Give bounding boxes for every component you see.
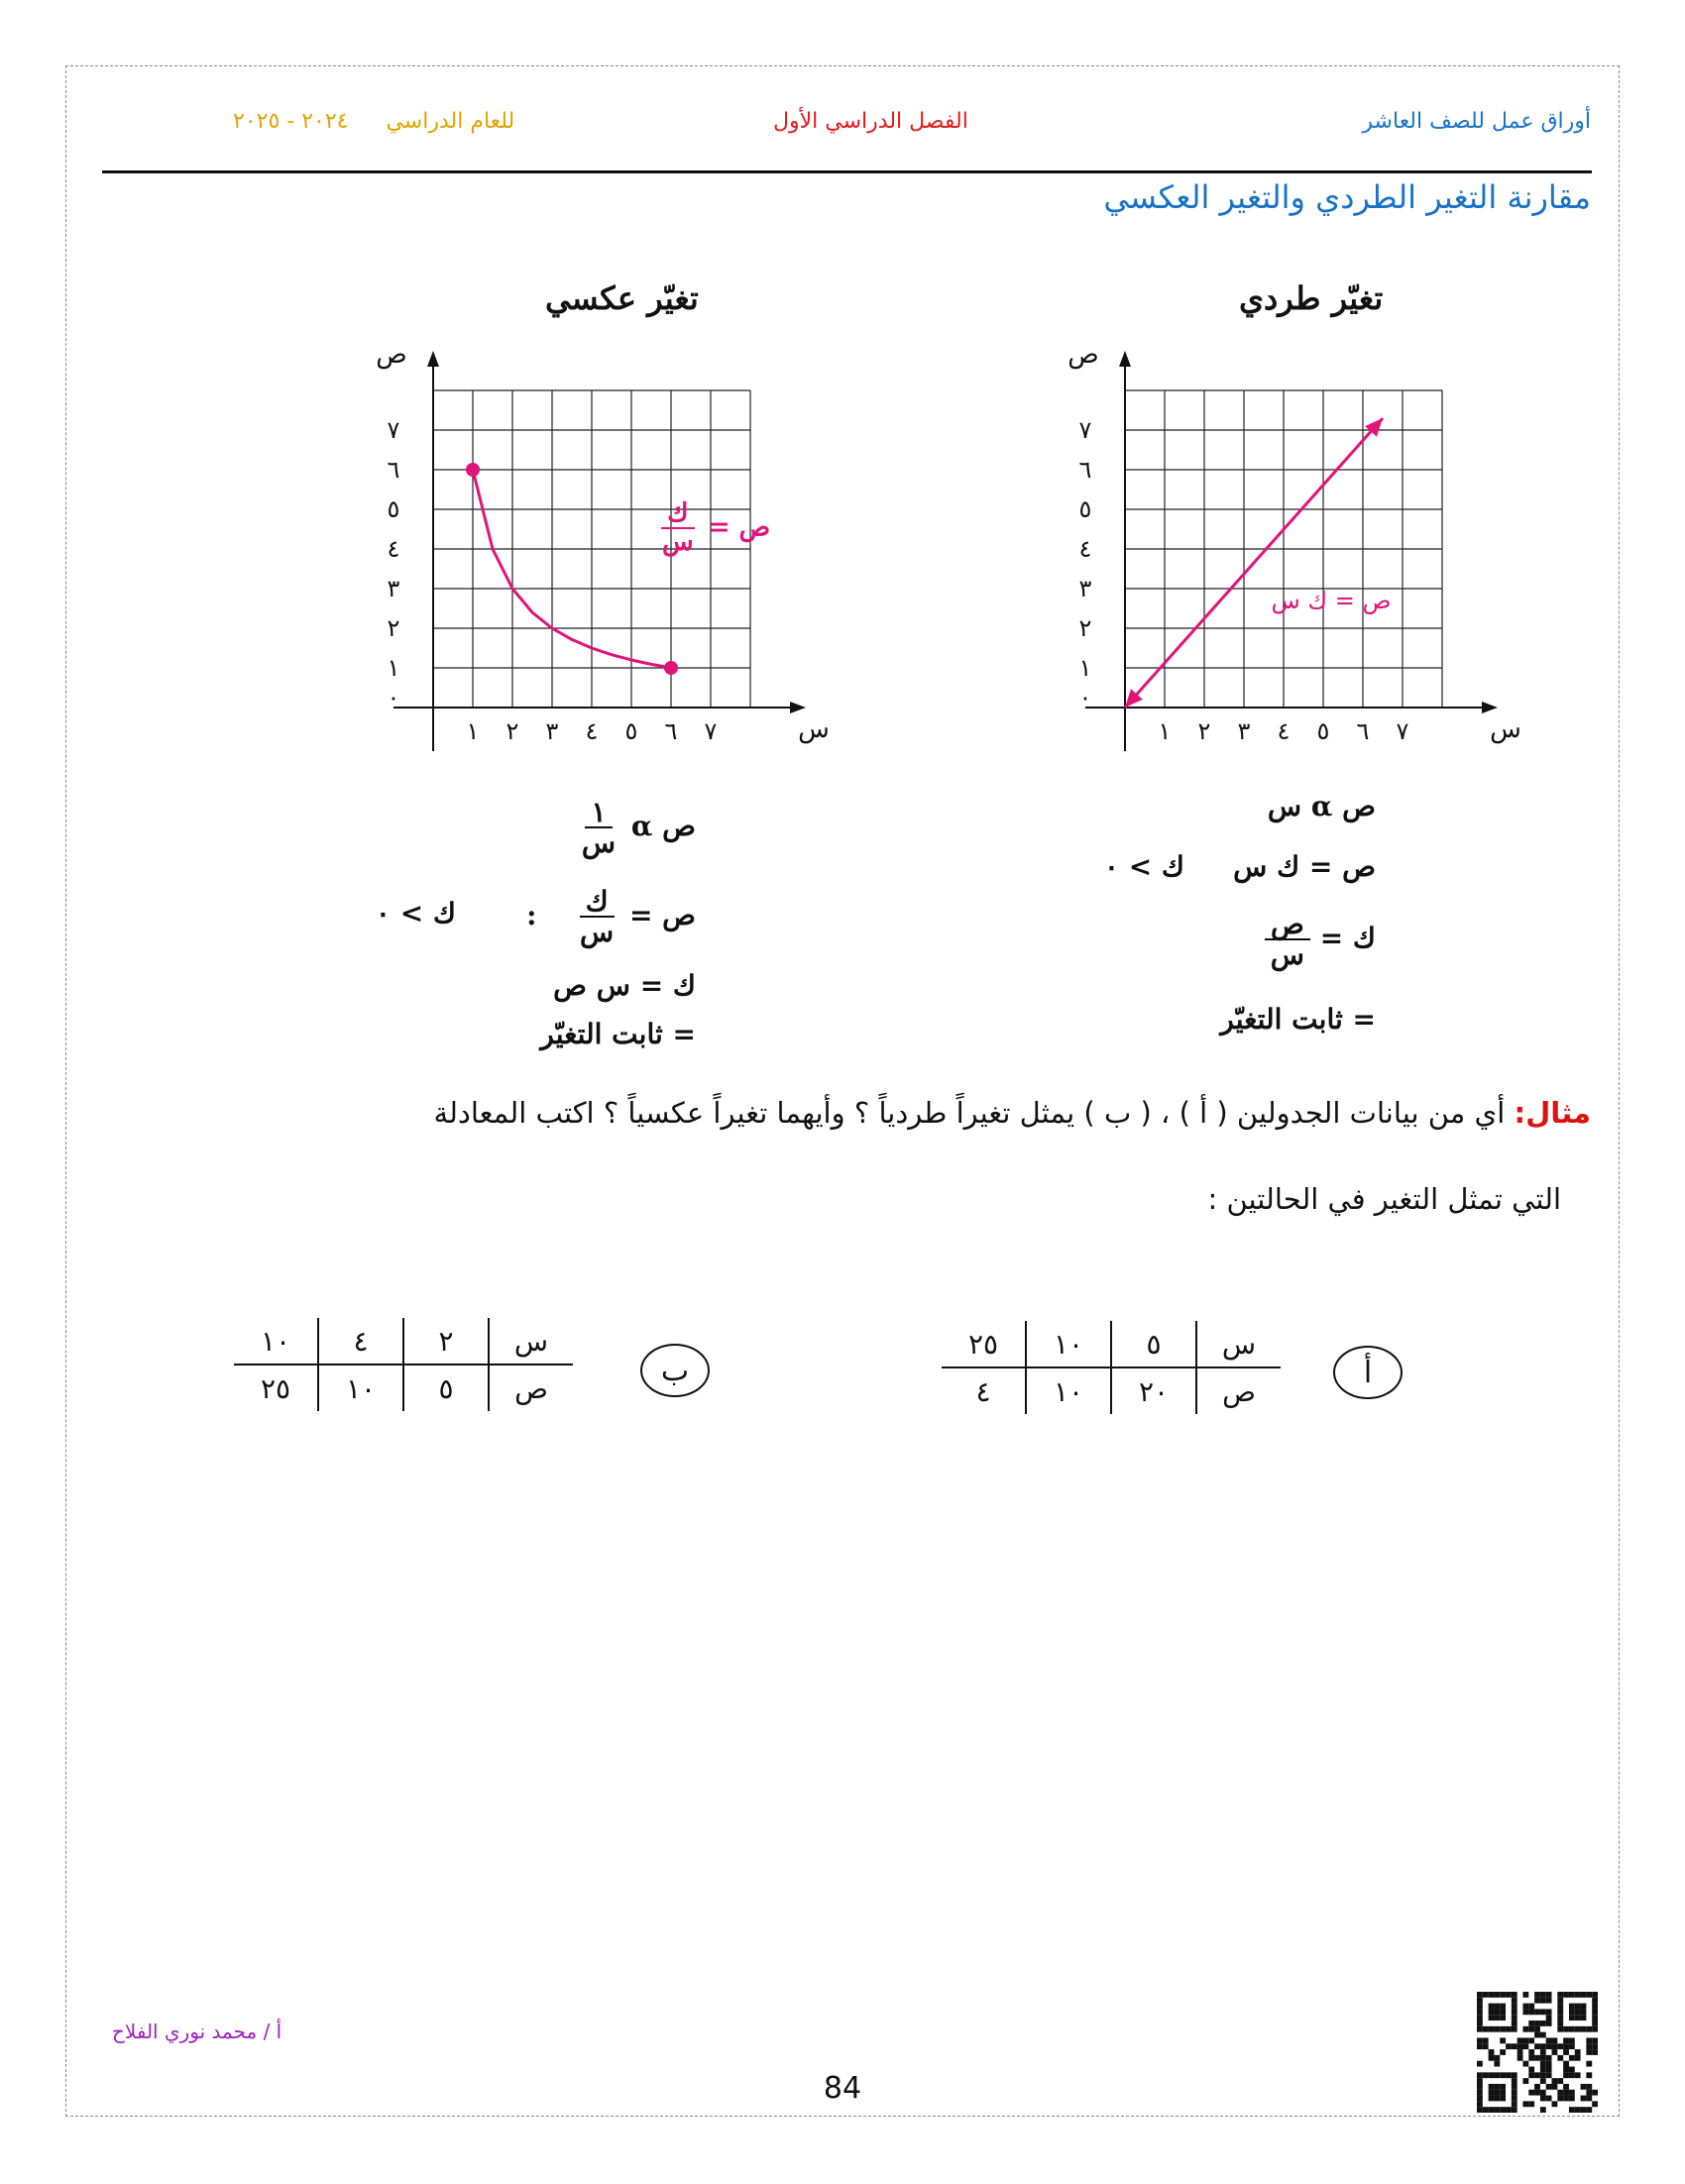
inverse-formula-1: [576, 798, 696, 858]
direct-formula-3: [1265, 910, 1376, 970]
table-a-row-y: [942, 1367, 1281, 1414]
table-b-cell: ٥: [403, 1365, 489, 1411]
direct-formula-3-frac: [1265, 910, 1310, 970]
direct-y-tick-label: ١: [1078, 654, 1092, 682]
inverse-formula-2-sep: :: [526, 898, 537, 931]
inverse-annotation-frac: [656, 500, 700, 557]
inverse-y-axis-label: ص: [376, 340, 407, 370]
table-b-cell: ٢٥: [234, 1365, 318, 1411]
direct-x-tick-label: ٤: [1277, 717, 1291, 745]
direct-zero-label: ٠: [1078, 684, 1092, 711]
table-b-cell: ١٠: [318, 1365, 403, 1411]
direct-formula-4: = ثابت التغيّر: [1220, 1003, 1376, 1036]
qr-code: [1475, 1992, 1600, 2113]
direct-y-tick-label: ٥: [1078, 495, 1092, 523]
table-b-cell: ٢: [403, 1318, 489, 1365]
inverse-x-tick-label: ٤: [585, 717, 599, 745]
header-year-value: ٢٠٢٤ - ٢٠٢٥: [233, 109, 349, 134]
direct-y-tick-label: ٧: [1078, 416, 1092, 444]
inverse-x-tick-label: ٧: [704, 717, 718, 745]
direct-series: [1125, 418, 1383, 708]
direct-x-arrow: [1482, 702, 1498, 713]
direct-axes: [1067, 340, 1521, 751]
inverse-zero-label: ٠: [387, 684, 400, 711]
table-b-row-x: [234, 1318, 573, 1365]
inverse-formula-2-num: ك: [580, 887, 615, 918]
table-b-cell: ٤: [318, 1318, 403, 1365]
direct-x-tick-label: ٣: [1237, 717, 1251, 745]
inverse-y-arrow: [427, 351, 439, 367]
inverse-annotation-num: ك: [661, 500, 694, 529]
direct-y-tick-label: ٢: [1078, 614, 1092, 642]
inverse-x-tick-label: ٣: [545, 717, 559, 745]
direct-y-tick-label: ٦: [1078, 456, 1092, 484]
direct-x-tick-label: ١: [1158, 717, 1172, 745]
example-label: مثال:: [1514, 1096, 1591, 1130]
inverse-y-tick-label: ٥: [387, 495, 400, 523]
direct-x-axis-label: س: [1490, 714, 1521, 744]
table-a-cell: ٢٥: [942, 1321, 1026, 1367]
direct-formula-3-den: س: [1270, 938, 1304, 972]
footer-author: أ / محمد نوري الفلاح: [112, 2020, 282, 2043]
direct-condition: ك > ٠: [1103, 850, 1184, 883]
inverse-annotation: [656, 500, 770, 557]
direct-heading: تغيّر طردي: [1239, 279, 1384, 317]
inverse-graph: [369, 327, 904, 763]
inverse-formula-1-lhs: ص α: [630, 809, 696, 842]
header-year-label: للعام الدراسي: [386, 109, 515, 134]
inverse-formula-1-frac: [576, 798, 621, 858]
page-title: مقارنة التغير الطردي والتغير العكسي: [1103, 178, 1591, 216]
direct-y-tick-label: ٤: [1078, 535, 1092, 563]
direct-grid: [1125, 390, 1442, 708]
example-line-2: التي تمثل التغير في الحالتين :: [1207, 1182, 1561, 1216]
table-a-cell: ١٠: [1026, 1367, 1111, 1414]
direct-series-line: [1125, 418, 1383, 708]
inverse-x-tick-label: ٢: [506, 717, 519, 745]
direct-y-arrow: [1119, 351, 1131, 367]
inverse-heading: تغيّر عكسي: [545, 279, 699, 317]
inverse-formula-2-den: س: [580, 916, 615, 949]
direct-y-axis-label: ص: [1067, 340, 1099, 370]
inverse-formula-1-num: ١: [585, 798, 612, 828]
direct-formula-1: ص α س: [1267, 790, 1376, 822]
table-b-cell: س: [489, 1318, 573, 1365]
table-a-cell: ٢٠: [1111, 1367, 1196, 1414]
inverse-y-tick-label: ٢: [387, 614, 400, 642]
direct-x-tick-label: ٧: [1396, 717, 1409, 745]
inverse-series-curve: [473, 470, 671, 668]
direct-x-tick-label: ٥: [1316, 717, 1330, 745]
header-rule: [102, 170, 1592, 173]
inverse-x-tick-label: ١: [466, 717, 480, 745]
header-year: [233, 109, 514, 134]
inverse-formula-1-den: س: [581, 826, 617, 860]
direct-graph: [1061, 327, 1596, 763]
inverse-series-point: [664, 661, 678, 675]
inverse-annotation-lhs: ص =: [708, 512, 771, 543]
table-b-cell: ١٠: [234, 1318, 318, 1365]
direct-formula-2: ص = ك س: [1233, 850, 1376, 883]
inverse-formula-2-frac: [574, 887, 619, 947]
direct-formula-3-lhs: ك =: [1319, 921, 1376, 954]
inverse-x-arrow: [790, 702, 806, 713]
table-a-cell: ٥: [1111, 1321, 1196, 1367]
inverse-y-tick-label: ٣: [387, 575, 400, 602]
inverse-formula-3: ك = س ص: [553, 969, 696, 1002]
inverse-x-axis-label: س: [798, 714, 830, 744]
table-a-cell: س: [1196, 1321, 1281, 1367]
table-a-label: أ: [1333, 1346, 1403, 1399]
inverse-y-tick-label: ٦: [387, 456, 400, 484]
header-semester: الفصل الدراسي الأول: [773, 109, 968, 134]
table-b-row-y: [234, 1365, 573, 1411]
table-a: [942, 1321, 1281, 1414]
table-a-row-x: [942, 1321, 1281, 1367]
inverse-formula-2-lhs: ص =: [628, 898, 696, 931]
direct-x-tick-label: ٢: [1197, 717, 1211, 745]
inverse-x-tick-label: ٥: [624, 717, 638, 745]
table-b-cell: ص: [514, 1371, 548, 1405]
direct-x-tick-label: ٦: [1356, 717, 1370, 745]
page-number: 84: [823, 2071, 862, 2106]
inverse-y-tick-label: ٧: [387, 416, 400, 444]
example-line-1: أي من بيانات الجدولين ( أ ) ، ( ب ) يمثل تغيراً طردياً ؟ وأيهما تغيراً عكسياً ؟ اكتب المعادلة: [433, 1096, 1506, 1130]
table-a-cell: ١٠: [1026, 1321, 1111, 1367]
inverse-series: [466, 463, 678, 675]
example-text: [183, 1093, 1591, 1134]
header-course: أوراق عمل للصف العاشر: [1362, 109, 1591, 134]
inverse-annotation-den: س: [662, 527, 694, 558]
inverse-formula-2: [526, 887, 696, 947]
inverse-y-tick-label: ١: [387, 654, 400, 682]
direct-y-tick-label: ٣: [1078, 575, 1092, 602]
direct-annotation: ص = ك س: [1271, 587, 1392, 614]
table-a-cell: ص: [1222, 1374, 1256, 1408]
table-b-label: ب: [640, 1344, 710, 1397]
direct-formula-3-num: ص: [1265, 910, 1310, 940]
inverse-formula-4: = ثابت التغيّر: [540, 1018, 696, 1050]
inverse-y-tick-label: ٤: [387, 535, 400, 563]
table-b: [234, 1318, 573, 1411]
inverse-series-point: [466, 463, 480, 477]
inverse-x-tick-label: ٦: [664, 717, 678, 745]
table-a-cell: ٤: [942, 1367, 1026, 1414]
inverse-condition: ك > ٠: [375, 897, 456, 929]
